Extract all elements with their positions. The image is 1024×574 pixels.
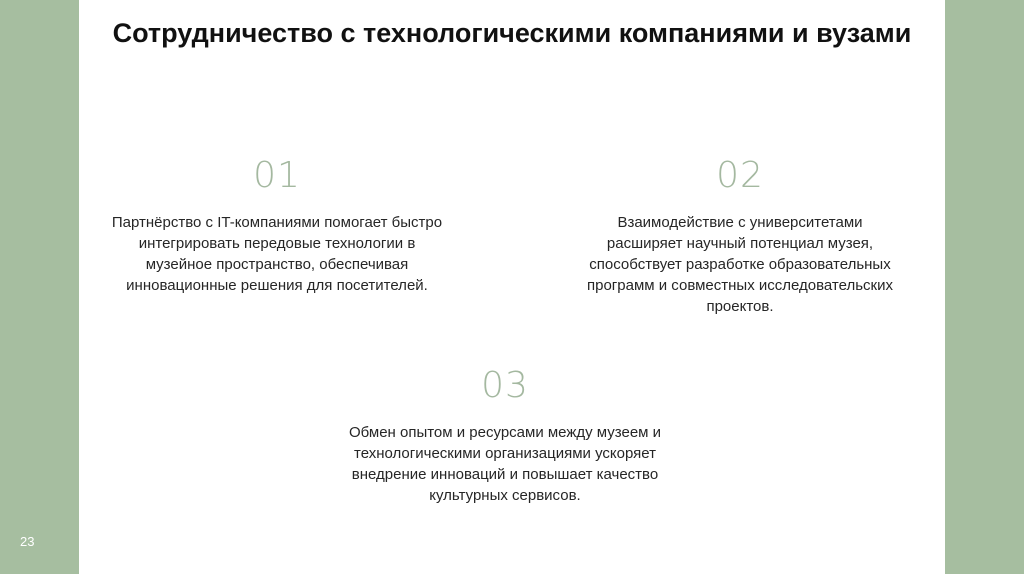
point-number: 02 [716, 155, 764, 196]
point-number: 01 [253, 155, 301, 196]
page-number: 23 [20, 534, 35, 549]
point-03 [340, 364, 670, 506]
point-text: Партнёрство с IT-компаниями помогает быстро интегрировать передовые технологии в музейное пространство, обеспечивая инновационные решения для посетителей. [111, 214, 443, 294]
point-02 [580, 154, 900, 317]
point-text: Обмен опытом и ресурсами между музеем и технологическими организациями ускоряет внедрение инноваций и повышает качество культурных сервисов. [348, 424, 662, 504]
point-number: 03 [481, 365, 529, 406]
point-01 [110, 154, 444, 296]
slide-title: Сотрудничество с технологическими компаниями и вузами [112, 18, 912, 48]
point-text: Взаимодействие с университетами расширяет научный потенциал музея, способствует разработке образовательных программ и совместных исследовательских проектов. [587, 214, 893, 315]
left-accent-bar [0, 0, 79, 574]
right-accent-bar [945, 0, 1024, 574]
